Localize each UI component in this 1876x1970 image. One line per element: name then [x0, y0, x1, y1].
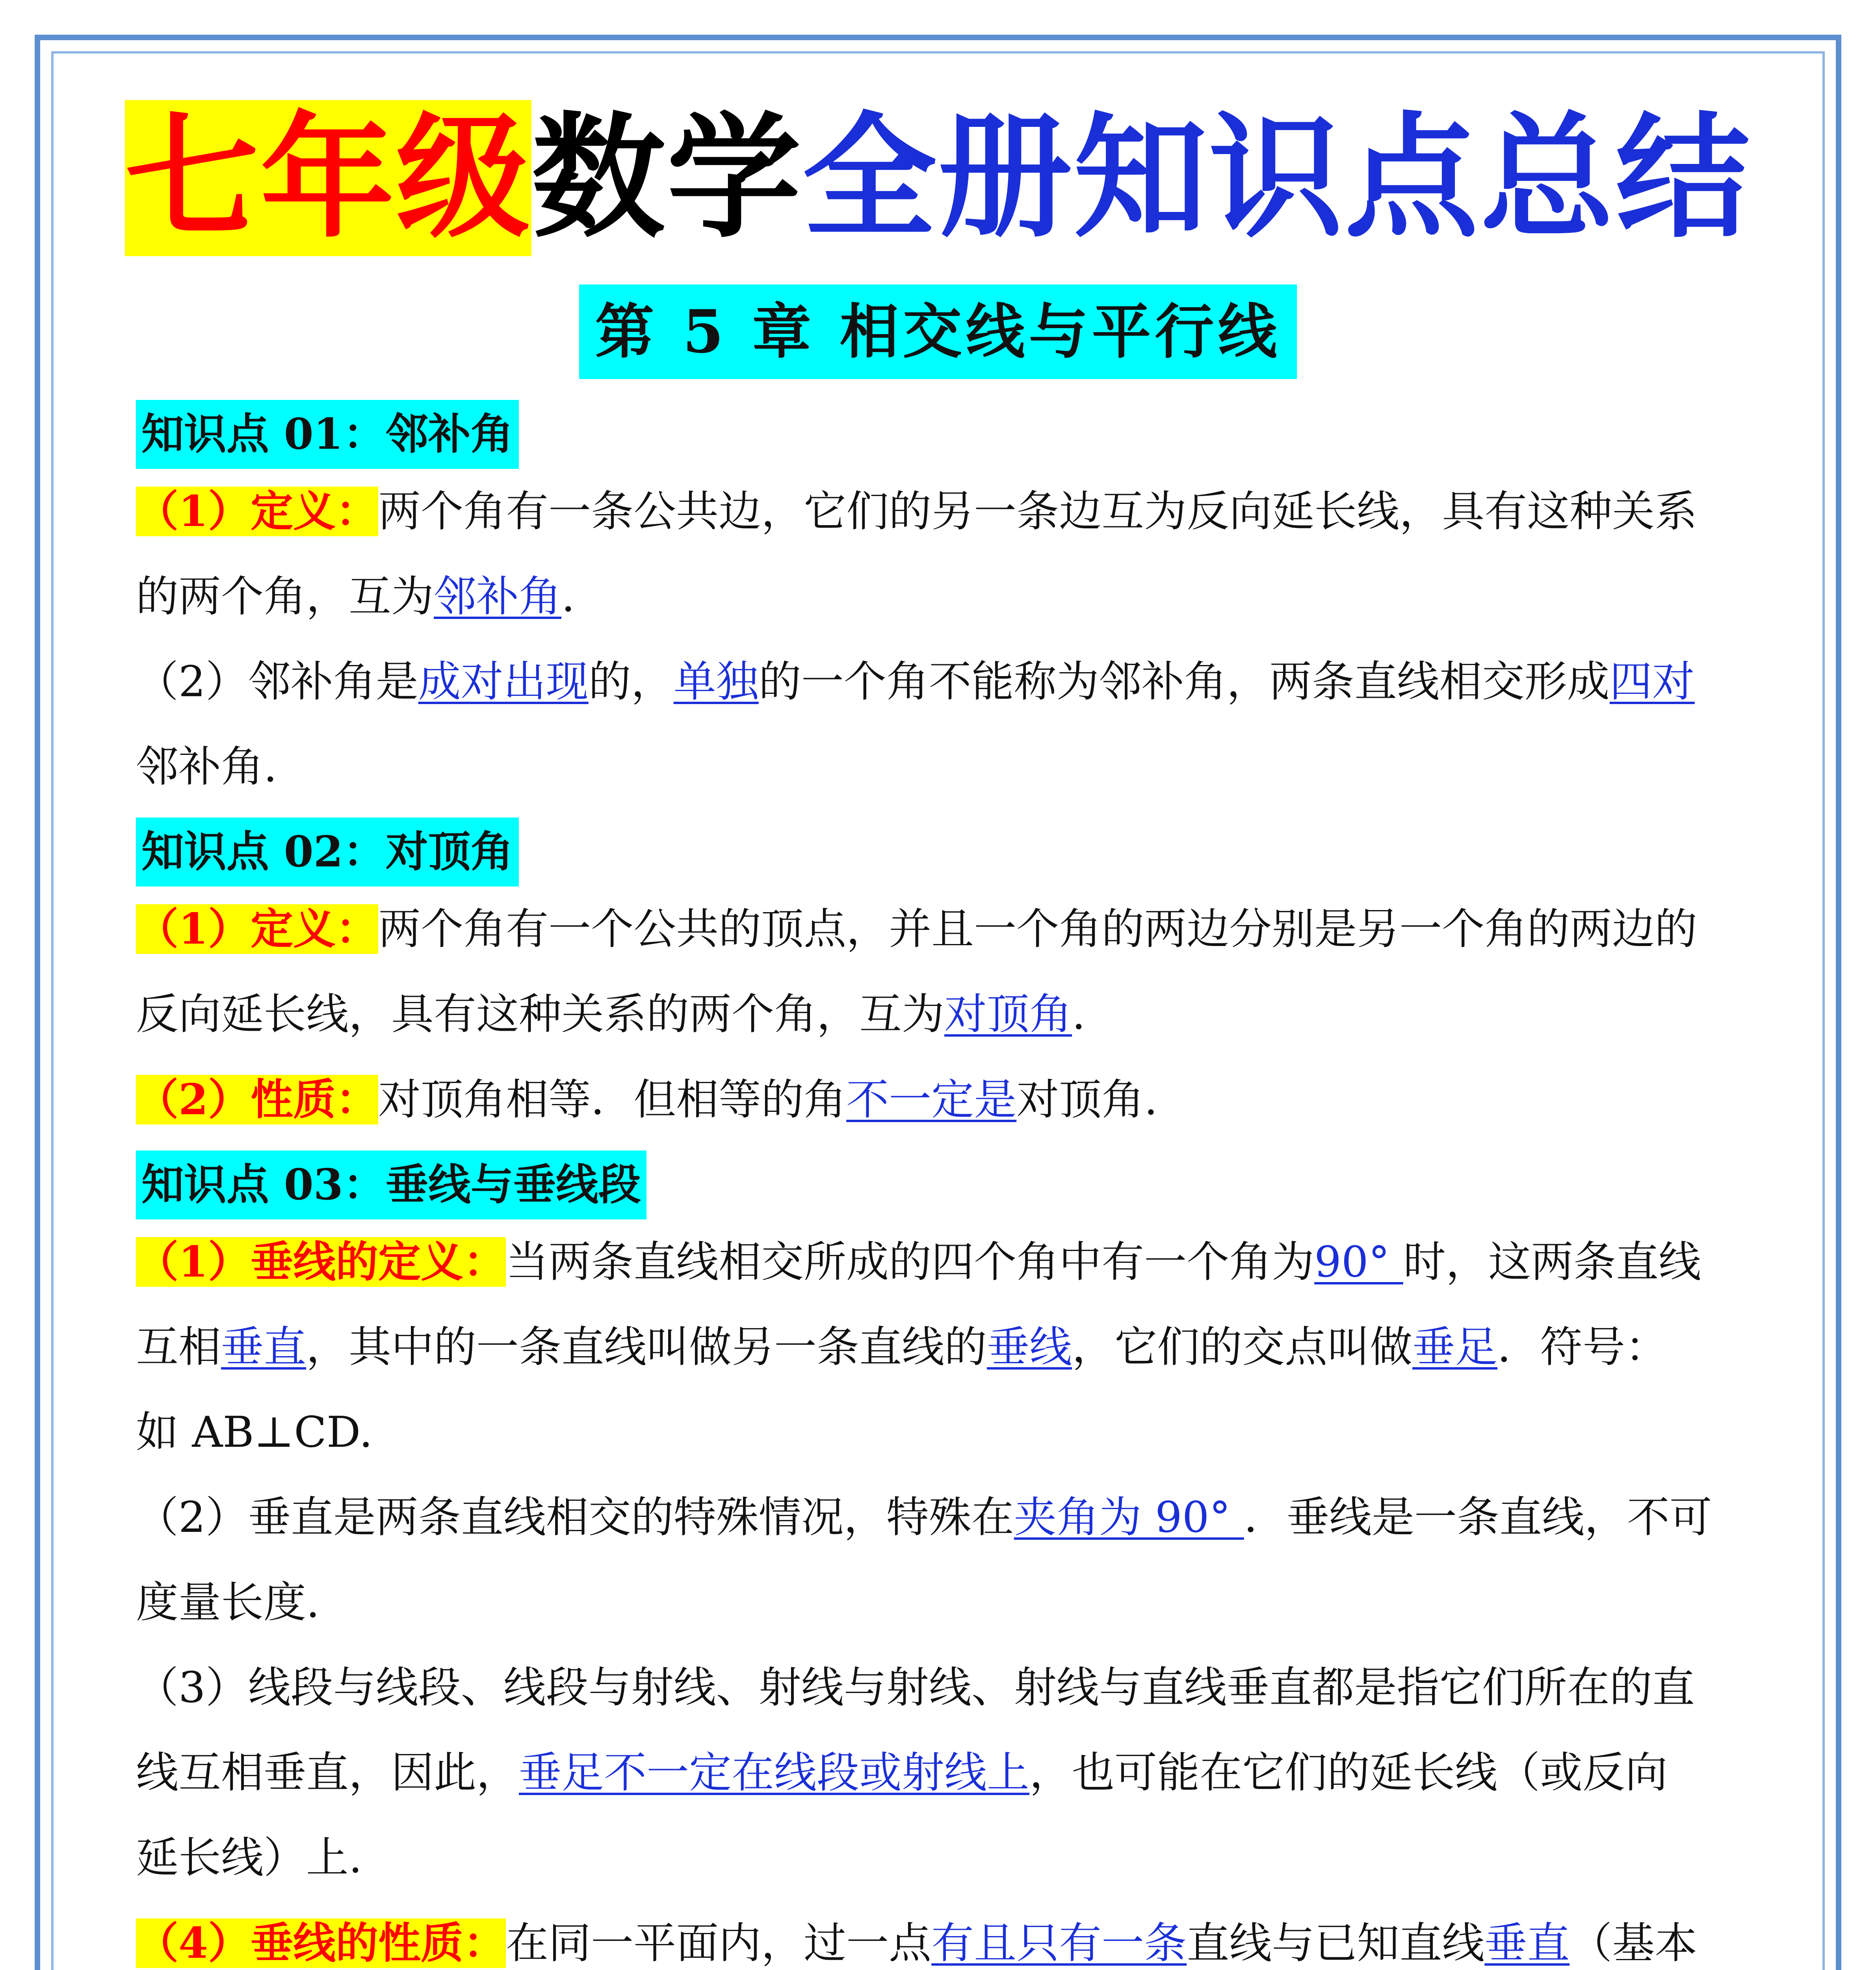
keyword-vertical-angle: 对顶角 [944, 990, 1072, 1039]
text-run: 的一个角不能称为邻补角，两条直线相交形成 [758, 657, 1610, 706]
text-run: 互相 [136, 1323, 221, 1372]
keyword-perpendicular-line: 垂线 [987, 1323, 1072, 1372]
main-content [136, 392, 1743, 1970]
kp01-definition-label: （1）定义： [136, 487, 379, 536]
chapter-heading-wrap [0, 284, 1876, 379]
keyword-in-pairs: 成对出现 [418, 657, 589, 706]
text-run: ．垂线是一条直线，不可 [1244, 1493, 1712, 1542]
text-run: 度量长度. [136, 1578, 320, 1627]
kp03-property-label: （4）垂线的性质： [136, 1918, 506, 1968]
text-line [136, 1560, 1743, 1645]
text-run: 直线与已知直线 [1187, 1919, 1485, 1968]
title-grade: 七年级 [125, 100, 531, 256]
text-line [136, 725, 1743, 810]
keyword-single: 单独 [673, 657, 759, 706]
kp02-property-label: （2）性质： [136, 1075, 379, 1124]
keyword-foot-not-on-segment: 垂足不一定在线段或射线上 [519, 1748, 1030, 1797]
keyword-angle-90: 夹角为 90° [1014, 1493, 1244, 1542]
text-line [136, 972, 1743, 1057]
text-run: ，其中的一条直线叫做另一条直线的 [306, 1323, 987, 1372]
text-run: （3）线段与线段、线段与射线、射线与射线、射线与直线垂直都是指它们所在的直 [136, 1663, 1695, 1712]
kp03-note-2 [136, 1475, 1743, 1645]
text-run: . [561, 572, 575, 621]
text-line [136, 1057, 1743, 1143]
text-run: 线互相垂直，因此， [136, 1748, 519, 1797]
kp03-definition [136, 1219, 1743, 1475]
text-run: 延长线）上. [136, 1833, 362, 1883]
keyword-foot-of-perpendicular: 垂足 [1412, 1323, 1498, 1372]
text-run: （2）邻补角是 [136, 657, 418, 706]
text-run: 邻补角. [136, 742, 277, 792]
kp03-property [136, 1901, 1743, 1970]
text-run: . [1072, 990, 1086, 1039]
keyword-not-necessarily: 不一定是 [846, 1075, 1017, 1124]
text-line [136, 886, 1743, 972]
title-subject: 数学 [531, 100, 802, 256]
kp03-definition-label: （1）垂线的定义： [136, 1237, 506, 1287]
symbol-example: 如 AB⊥CD. [136, 1408, 373, 1457]
text-line [136, 1305, 1743, 1390]
chapter-heading: 第 5 章 相交线与平行线 [579, 284, 1296, 379]
text-run: （基本 [1570, 1919, 1698, 1968]
text-run: （2）垂直是两条直线相交的特殊情况，特殊在 [136, 1493, 1014, 1542]
text-run: 对顶角. [1016, 1075, 1158, 1124]
keyword-four-pairs: 四对 [1609, 657, 1695, 706]
kp01-definition [136, 469, 1743, 639]
text-run: 的， [588, 657, 674, 706]
kp02-definition-label: （1）定义： [136, 904, 379, 954]
text-run: 两个角有一个公共的顶点，并且一个角的两边分别是另一个角的两边的 [378, 905, 1698, 954]
text-line [136, 1645, 1743, 1730]
kp01-note [136, 639, 1743, 810]
kp02-heading: 知识点 02：对顶角 [136, 818, 519, 886]
text-line [136, 469, 1743, 554]
text-line [136, 1390, 1743, 1475]
keyword-perpendicular-2: 垂直 [1484, 1919, 1570, 1968]
text-line [136, 554, 1743, 639]
kp01-heading: 知识点 01：邻补角 [136, 400, 519, 469]
text-line [136, 1816, 1743, 1901]
kp02-property [136, 1057, 1743, 1143]
text-run: 两个角有一条公共边，它们的另一条边互为反向延长线，具有这种关系 [378, 487, 1698, 536]
keyword-90-degrees: 90° [1314, 1238, 1403, 1287]
text-line [136, 1901, 1743, 1970]
text-run: 的两个角，互为 [136, 572, 434, 621]
text-run: ，它们的交点叫做 [1072, 1323, 1413, 1372]
text-run: 在同一平面内，过一点 [506, 1919, 932, 1968]
kp03-heading: 知识点 03：垂线与垂线段 [136, 1150, 646, 1219]
text-line [136, 1730, 1743, 1816]
text-run: 时，这两条直线 [1403, 1238, 1701, 1287]
text-run: 反向延长线，具有这种关系的两个角，互为 [136, 990, 945, 1039]
title-summary: 全册知识点总结 [802, 100, 1751, 256]
keyword-adjacent-angle: 邻补角 [434, 572, 562, 621]
kp02-definition [136, 886, 1743, 1057]
text-line [136, 639, 1743, 725]
text-line [136, 1475, 1743, 1560]
text-run: ．符号： [1497, 1323, 1668, 1372]
keyword-perpendicular: 垂直 [221, 1323, 306, 1372]
text-run: ，也可能在它们的延长线（或反向 [1029, 1748, 1668, 1797]
text-line [136, 1219, 1743, 1305]
document-title [0, 84, 1876, 273]
text-run: 对顶角相等．但相等的角 [378, 1075, 847, 1124]
keyword-one-and-only-one: 有且只有一条 [931, 1919, 1187, 1968]
text-run: 当两条直线相交所成的四个角中有一个角为 [506, 1238, 1315, 1287]
kp03-note-3 [136, 1645, 1743, 1901]
